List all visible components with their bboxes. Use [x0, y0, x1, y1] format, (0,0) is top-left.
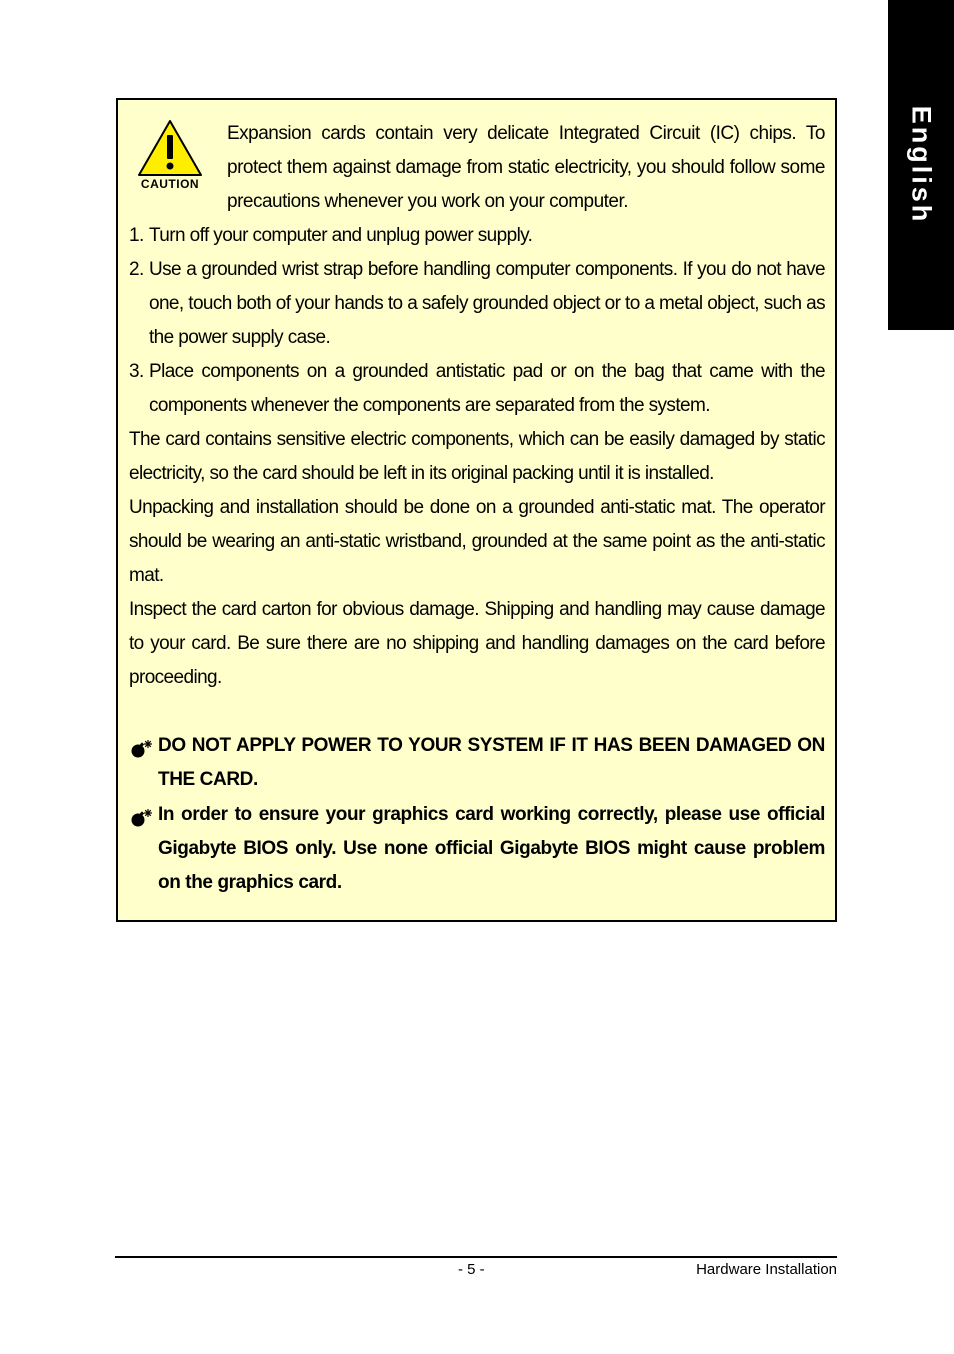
caution-box — [116, 98, 837, 922]
caution-icon-label: CAUTION — [140, 177, 200, 191]
caution-content — [129, 117, 825, 900]
step-item — [129, 355, 825, 423]
paragraph: Inspect the card carton for obvious damage. Shipping and handling may cause damage to your card. Be sure there are no shipping and handling damages on the card before proceeding. — [129, 599, 825, 688]
warning-text: DO NOT APPLY POWER TO YOUR SYSTEM IF IT HAS BEEN DAMAGED ON THE CARD. — [158, 735, 825, 790]
step-text: Place components on a grounded antistatic pad or on the bag that came with the components whenever the components are separated from the system. — [149, 361, 825, 416]
language-tab — [888, 0, 954, 330]
warning-text: In order to ensure your graphics card working correctly, please use official Gigabyte BIOS only. Use none official Gigabyte BIOS might cause problem on the graphics card. — [158, 804, 825, 893]
paragraph: Unpacking and installation should be done on a grounded anti-static mat. The operator should be wearing an anti-static wristband, grounded at the same point as the anti-static mat. — [129, 497, 825, 586]
section-name: Hardware Installation — [696, 1261, 837, 1278]
page-number: - 5 - — [458, 1261, 485, 1278]
caution-intro — [129, 117, 825, 219]
step-item — [129, 219, 825, 253]
intro-text: Expansion cards contain very delicate Integrated Circuit (IC) chips. To protect them against damage from static electricity, you should follow some precautions whenever you work on your computer. — [227, 123, 825, 212]
step-number: 1. — [129, 225, 144, 246]
footer-divider — [115, 1256, 837, 1258]
language-tab-label: English — [906, 105, 937, 225]
bomb-icon — [129, 729, 158, 797]
step-text: Turn off your computer and unplug power supply. — [149, 225, 533, 246]
caution-icon — [129, 117, 227, 197]
step-text: Use a grounded wrist strap before handling computer components. If you do not have one, touch both of your hands to a safely grounded object or to a metal object, such as the power supply case. — [149, 259, 825, 348]
paragraph: The card contains sensitive electric components, which can be easily damaged by static electricity, so the card should be left in its original packing until it is installed. — [129, 429, 825, 484]
spacer — [129, 695, 825, 729]
step-item — [129, 253, 825, 355]
bomb-icon — [129, 798, 158, 900]
warning-item — [129, 798, 825, 900]
warning-triangle-icon — [137, 119, 203, 177]
step-number: 3. — [129, 361, 144, 382]
warning-item — [129, 729, 825, 797]
step-number: 2. — [129, 259, 144, 280]
